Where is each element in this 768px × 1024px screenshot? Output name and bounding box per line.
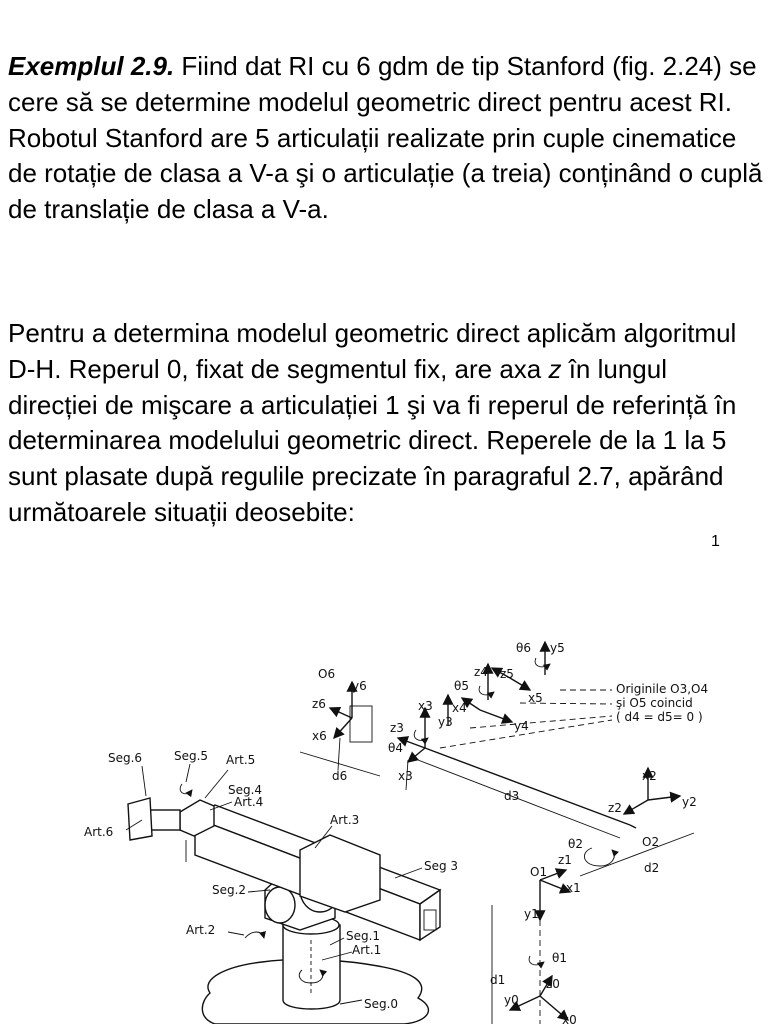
label-y1: y1 [524, 907, 539, 921]
label-d6: d6 [332, 769, 348, 783]
axis-z-italic: z [548, 353, 562, 384]
label-d1: d1 [490, 973, 506, 987]
label-y0: y0 [504, 993, 519, 1007]
shoulder-cap [265, 887, 295, 923]
label-seg2: Seg.2 [212, 883, 247, 897]
label-z3: z3 [390, 721, 404, 735]
label-x0: x0 [562, 1013, 577, 1024]
label-theta4: θ4 [388, 741, 403, 755]
label-seg1: Seg.1 [346, 929, 381, 943]
label-o6: O6 [318, 667, 336, 681]
label-d3: d3 [504, 789, 520, 803]
label-art2: Art.2 [186, 923, 216, 937]
example-text: Fiind dat RI cu 6 gdm de tip Stanford (fig. 2.24) se cere să se determine modelul geometric direct pentru acest RI. Robotul Stanford are 5 articulații realizate prin cuple cinematice de rotație de clasa a V-a şi o articulație (a treia) conținând o cuplă de translație de clasa a V-a. [8, 51, 763, 225]
gripper [128, 798, 152, 840]
label-art5: Art.5 [226, 753, 256, 767]
label-y5: y5 [550, 641, 565, 655]
label-seg6: Seg.6 [108, 751, 143, 765]
label-z4: z4 [474, 665, 488, 679]
label-o1: O1 [530, 865, 548, 879]
label-z5: z5 [500, 667, 514, 681]
label-note-origins: Originile O3,O4 [616, 682, 709, 696]
label-x2: x2 [642, 769, 657, 783]
label-z0: z0 [546, 977, 560, 991]
label-art3: Art.3 [330, 813, 360, 827]
label-note-d4d5: ( d4 = d5= 0 ) [616, 710, 703, 724]
boom-sleeve [300, 835, 380, 912]
end-effector-plate [350, 706, 372, 742]
label-theta6: θ6 [516, 641, 531, 655]
paragraph-example [8, 49, 763, 228]
label-art4: Art.4 [234, 795, 264, 809]
wrist-joint [150, 810, 180, 830]
label-d2: d2 [644, 861, 660, 875]
label-y2: y2 [682, 795, 697, 809]
page-number: 1 [711, 533, 720, 550]
label-seg3: Seg 3 [424, 859, 459, 873]
label-x4: x4 [452, 701, 467, 715]
label-o2: O2 [642, 835, 660, 849]
label-theta2: θ2 [568, 837, 583, 851]
label-x5: x5 [528, 691, 543, 705]
method-text-end: în lungul direcției de mişcare a articulației 1 şi va fi reperul de referință în determinarea modelului geometric direct. Reperele de la 1 la 5 sunt plasate după regulile precizate în paragraful 2.7, apărând următoarele situații deosebite: [8, 353, 737, 527]
method-text-start: Pentru a determina modelul geometric direct aplicăm algoritmul D-H. Reperul 0, fixat de segmentul fix, are axa [8, 318, 737, 384]
label-theta5: θ5 [454, 679, 469, 693]
label-x1: x1 [566, 881, 581, 895]
example-heading: Exemplul 2.9. [8, 51, 175, 81]
label-z2: z2 [608, 801, 622, 815]
column-segment [283, 925, 340, 1009]
label-seg0: Seg.0 [364, 997, 399, 1011]
label-art1: Art.1 [352, 943, 382, 957]
paragraph-method [8, 316, 763, 531]
label-x6: x6 [312, 729, 327, 743]
label-x3-top: x3 [418, 699, 433, 713]
label-y3: y3 [438, 715, 453, 729]
label-z6: z6 [312, 697, 326, 711]
label-y6: y6 [352, 679, 367, 693]
label-art6: Art.6 [84, 825, 114, 839]
label-note-coincide: şi O5 coincid [616, 696, 693, 710]
label-seg5: Seg.5 [174, 749, 209, 763]
label-z1: z1 [558, 853, 572, 867]
label-y4: y4 [514, 719, 529, 733]
stanford-robot-figure [0, 600, 768, 1024]
label-seg4: Seg.4 [228, 783, 263, 797]
label-x3: x3 [398, 769, 413, 783]
label-theta1: θ1 [552, 951, 567, 965]
